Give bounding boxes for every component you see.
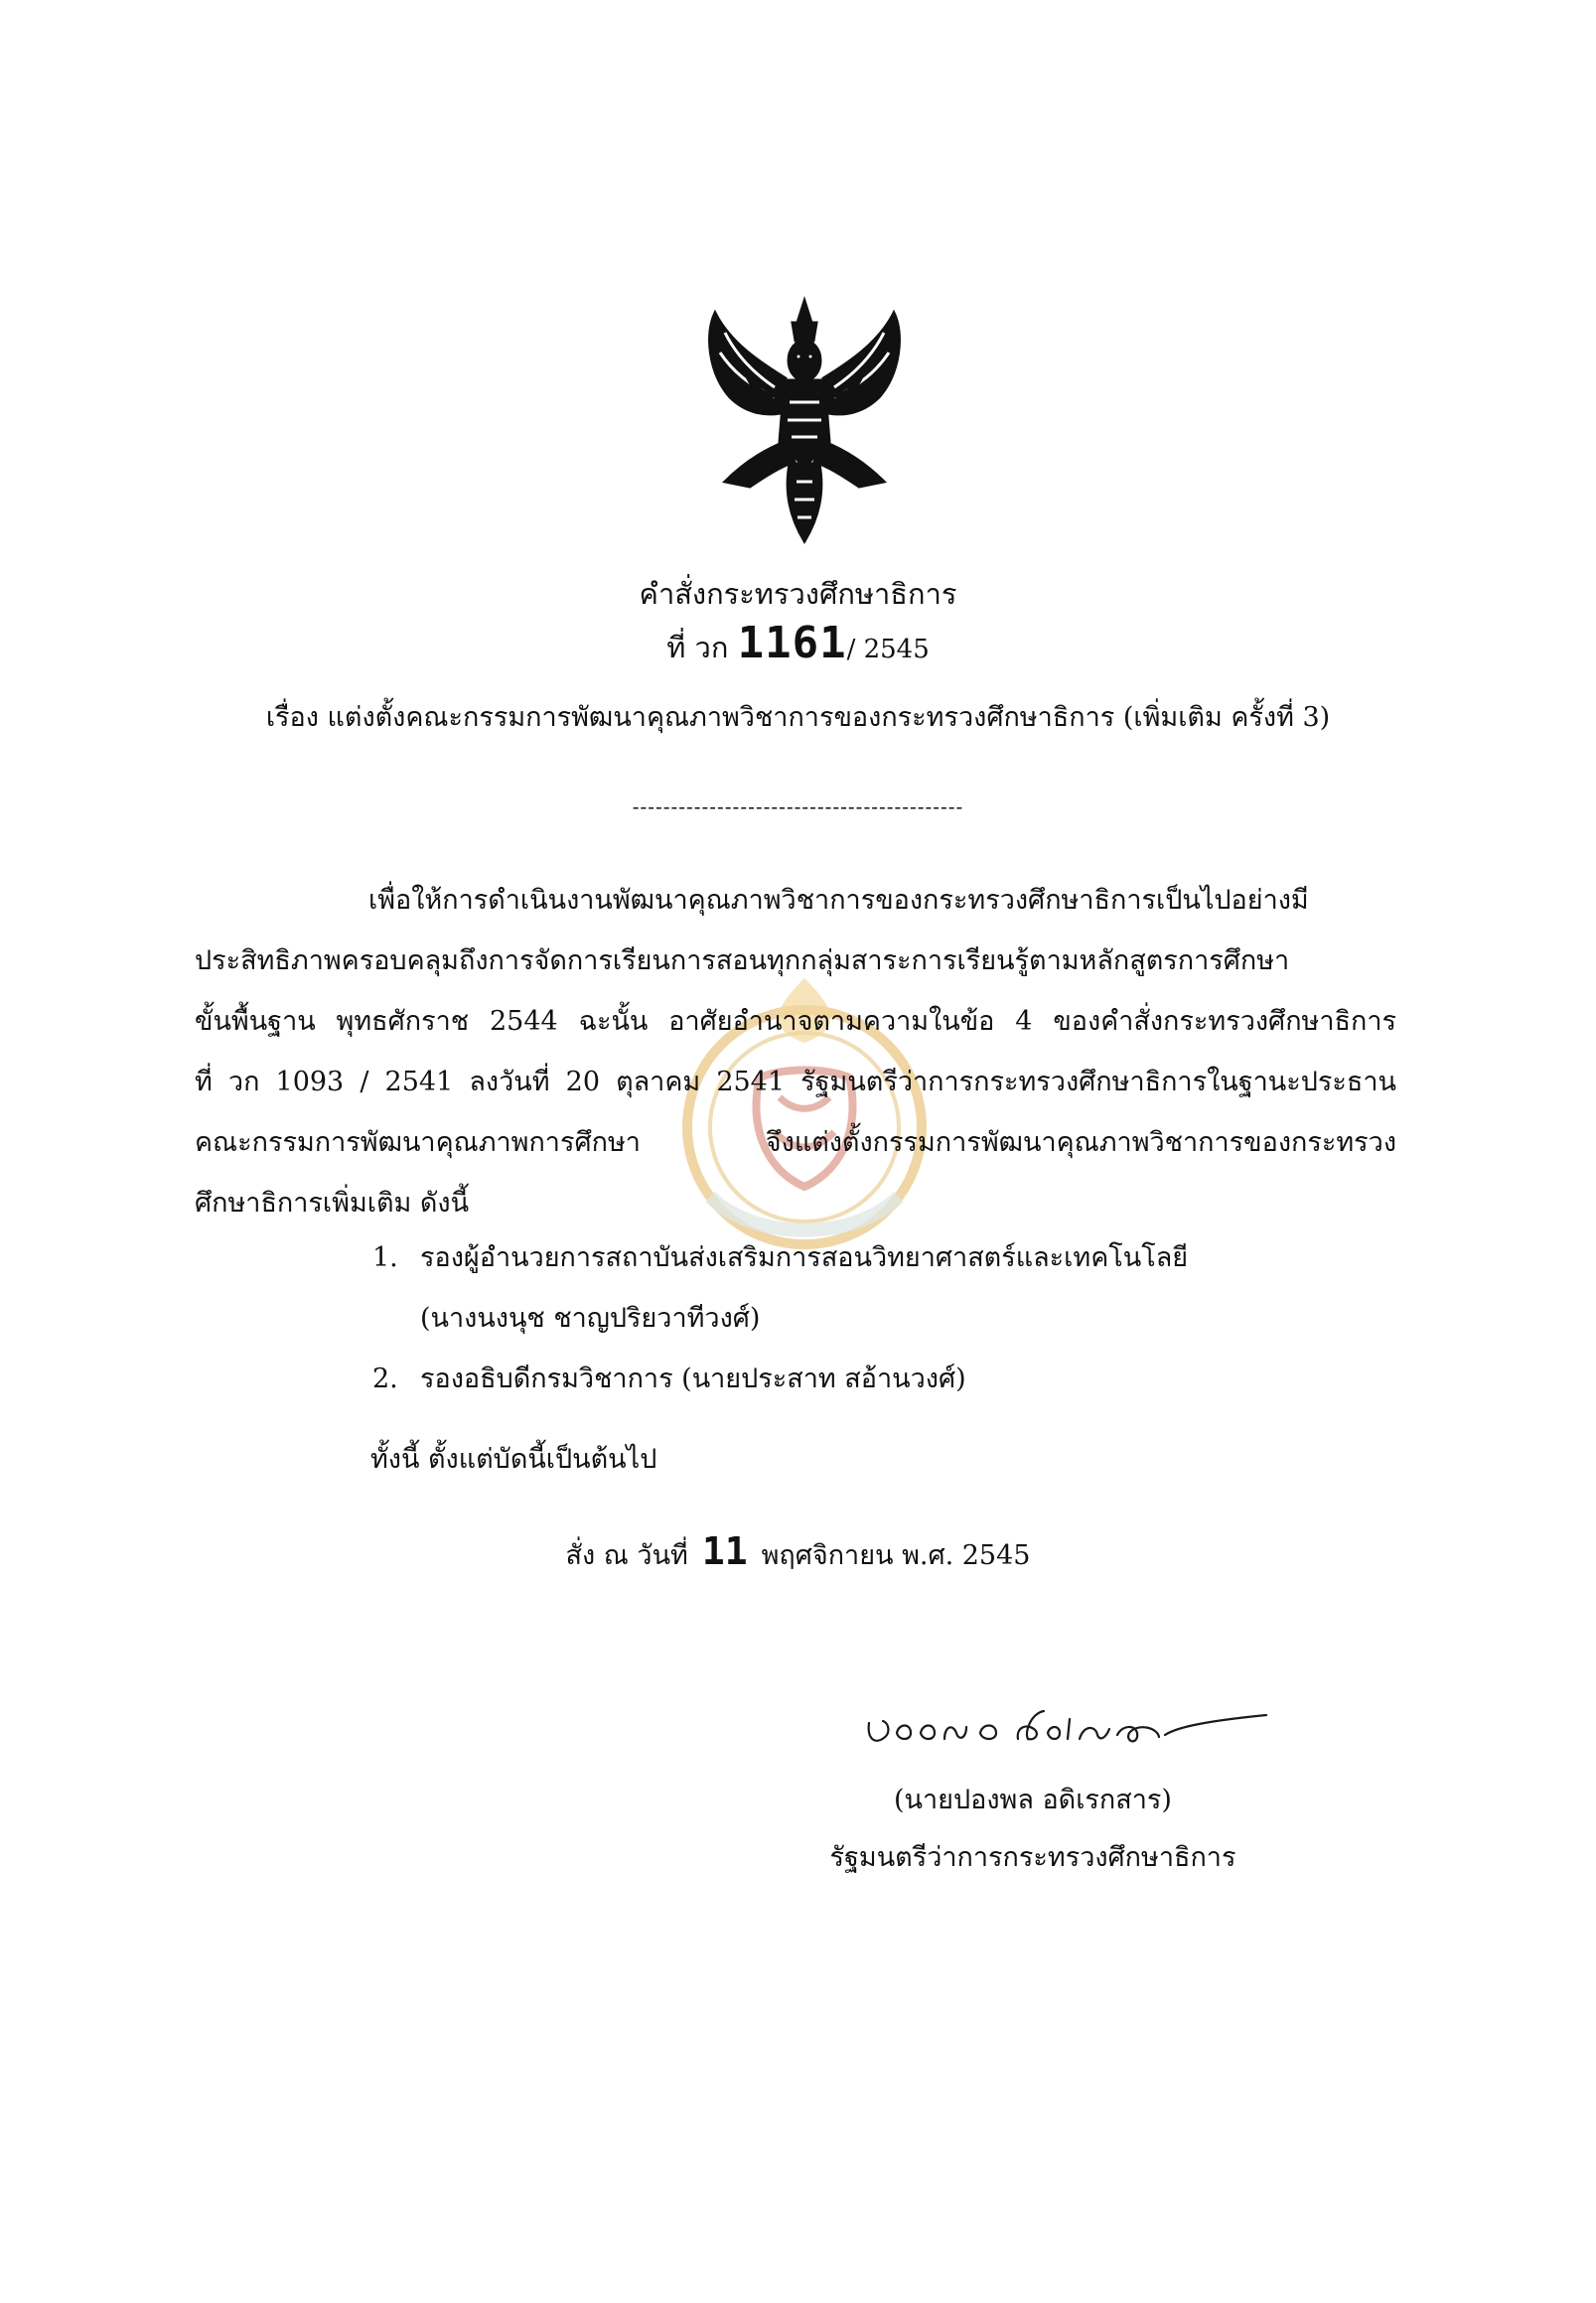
list-item bbox=[372, 1227, 1266, 1288]
list-item bbox=[372, 1349, 1266, 1409]
body-paragraph bbox=[195, 870, 1396, 1233]
appointee-list bbox=[372, 1227, 1266, 1409]
order-title: คำสั่งกระทรวงศึกษาธิการ bbox=[639, 577, 957, 611]
effective-clause: ทั้งนี้ ตั้งแต่บัดนี้เป็นต้นไป bbox=[370, 1444, 657, 1475]
separator-line: ------------------------------------------- bbox=[632, 794, 964, 818]
list-item-text: รองอธิบดีกรมวิชาการ (นายประสาท สอ้านวงศ์) bbox=[420, 1364, 966, 1394]
given-prefix: สั่ง ณ วันที่ bbox=[565, 1540, 688, 1571]
body-line: เพื่อให้การดำเนินงานพัฒนาคุณภาพวิชาการของกระทรวงศึกษาธิการเป็นไปอย่างมี bbox=[368, 885, 1309, 916]
garuda-emblem-icon bbox=[690, 293, 919, 551]
list-item-number: 2. bbox=[372, 1364, 398, 1394]
order-number: 1161 bbox=[737, 618, 847, 668]
body-line: ศึกษาธิการเพิ่มเติม ดังนี้ bbox=[195, 1188, 470, 1219]
body-line: ที่ วก 1093 / 2541 ลงวันที่ 20 ตุลาคม 2541 รัฐมนตรีว่าการกระทรวงศึกษาธิการในฐานะประธาน bbox=[195, 1067, 1396, 1097]
order-year: / 2545 bbox=[846, 635, 930, 664]
order-number-line bbox=[0, 618, 1596, 670]
given-day: 11 bbox=[701, 1529, 748, 1573]
list-item-number: 1. bbox=[372, 1242, 398, 1273]
list-item-text: รองผู้อำนวยการสถาบันส่งเสริมการสอนวิทยาศาสตร์และเทคโนโลยี bbox=[420, 1242, 1189, 1273]
signer-name: (นายปองพล อดิเรกสาร) bbox=[894, 1785, 1172, 1815]
given-date-line bbox=[0, 1529, 1596, 1576]
body-line: คณะกรรมการพัฒนาคุณภาพการศึกษา จึงแต่งตั้งกรรมการพัฒนาคุณภาพวิชาการของกระทรวง bbox=[195, 1127, 1396, 1158]
signer-position: รัฐมนตรีว่าการกระทรวงศึกษาธิการ bbox=[829, 1842, 1236, 1873]
order-subject: เรื่อง แต่งตั้งคณะกรรมการพัฒนาคุณภาพวิชาการของกระทรวงศึกษาธิการ (เพิ่มเติม ครั้งที่ 3) bbox=[265, 702, 1331, 733]
order-prefix: ที่ วก bbox=[666, 631, 729, 664]
body-line: ประสิทธิภาพครอบคลุมถึงการจัดการเรียนการสอนทุกกลุ่มสาระการเรียนรู้ตามหลักสูตรการศึกษา bbox=[195, 945, 1290, 976]
handwritten-signature bbox=[849, 1683, 1326, 1763]
body-line: ขั้นพื้นฐาน พุทธศักราช 2544 ฉะนั้น อาศัยอำนาจตามความในข้อ 4 ของคำสั่งกระทรวงศึกษาธิการ bbox=[195, 1006, 1396, 1037]
list-item-continuation: (นางนงนุช ชาญปริยวาทีวงศ์) bbox=[420, 1303, 761, 1334]
given-suffix: พฤศจิกายน พ.ศ. 2545 bbox=[761, 1540, 1031, 1571]
